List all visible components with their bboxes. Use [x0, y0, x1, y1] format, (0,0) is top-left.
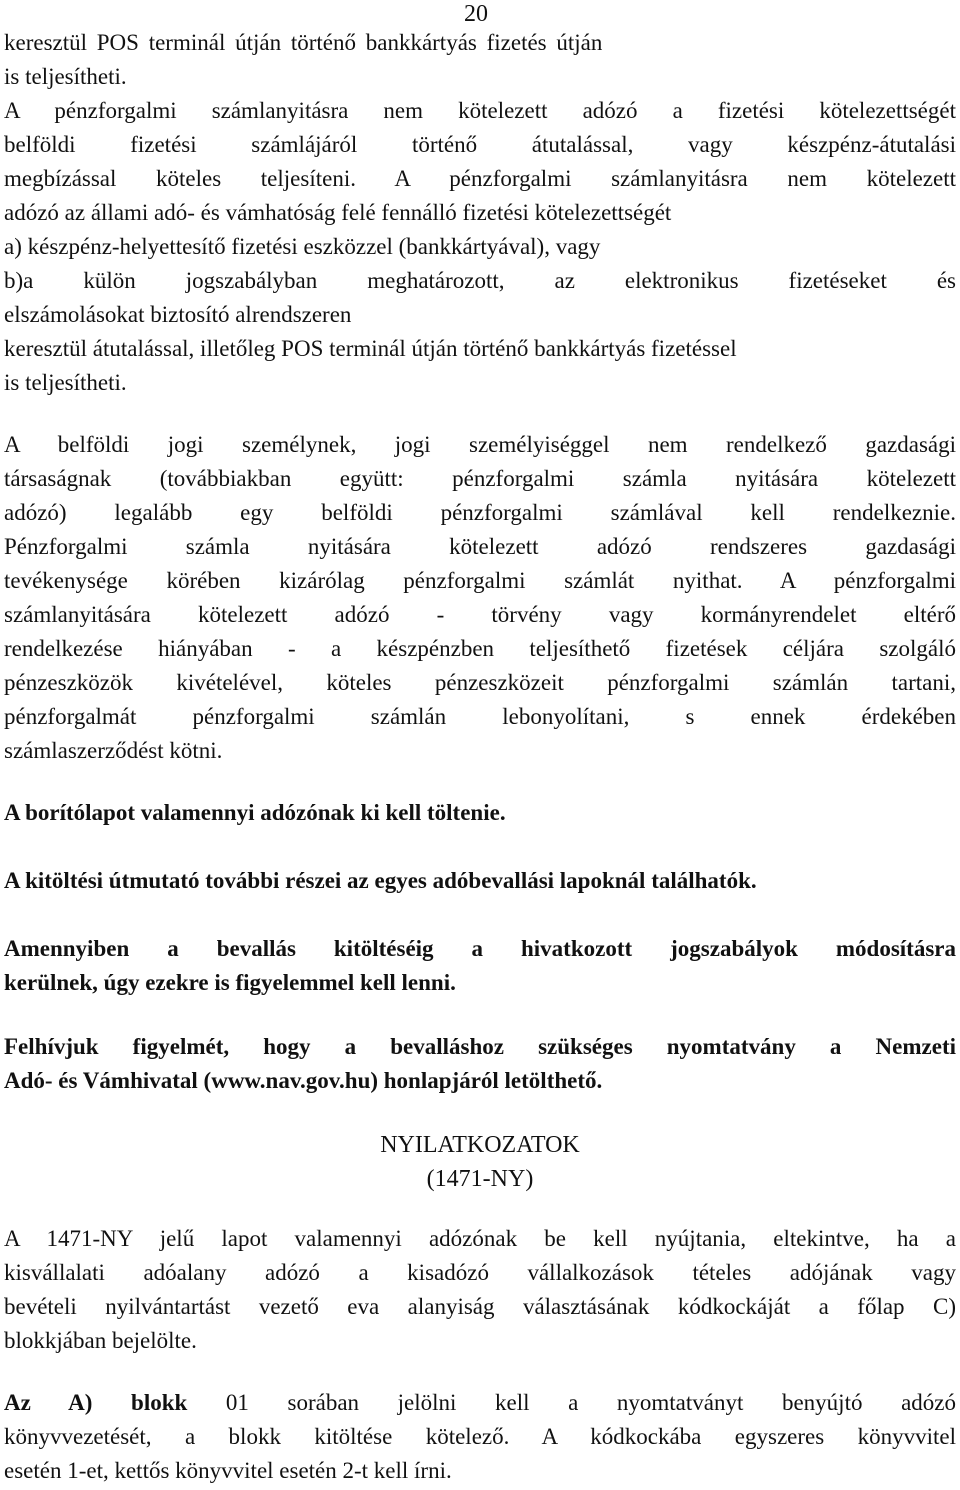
text-line: tevékenysége körében kizárólag pénzforgalmi számlát nyithat. A pénzforgalmi	[4, 568, 956, 593]
bold-term-block-a: Az A) blokk	[4, 1390, 188, 1415]
text-line: társaságnak (továbbiakban együtt: pénzforgalmi számla nyitására kötelezett	[4, 466, 956, 491]
text-line: pénzforgalmát pénzforgalmi számlán lebonyolítani, s ennek érdekében	[4, 704, 956, 729]
text-line: esetén 1-et, kettős könyvvitel esetén 2-t kell írni.	[4, 1458, 452, 1483]
text-line: is teljesítheti.	[4, 370, 127, 395]
section-title: NYILATKOZATOK	[380, 1132, 580, 1158]
text-line: számlaszerződést kötni.	[4, 738, 223, 763]
text-line: kisvállalati adóalany adózó a kisadózó vállalkozások tételes adójának vagy	[4, 1260, 956, 1285]
text-line: adózó az állami adó- és vámhatóság felé fennálló fizetési kötelezettségét	[4, 200, 672, 225]
text-line: blokkjában bejelölte.	[4, 1328, 197, 1353]
text-line: elszámolásokat biztosító alrendszeren	[4, 302, 352, 327]
text-line: A 1471-NY jelű lapot valamennyi adózónak be kell nyújtania, eltekintve, ha a	[4, 1226, 956, 1251]
text-line: A pénzforgalmi számlanyitásra nem kötelezett adózó a fizetési kötelezettségét	[4, 98, 956, 123]
text-line: számlanyitására kötelezett adózó - törvény vagy kormányrendelet eltérő	[4, 602, 956, 627]
page-number: 20	[464, 1, 488, 27]
text-line: pénzeszközök kivételével, köteles pénzeszközeit pénzforgalmi számlán tartani,	[4, 670, 956, 695]
text-line: a) készpénz-helyettesítő fizetési eszközzel (bankkártyával), vagy	[4, 234, 601, 259]
text-line: keresztül átutalással, illetőleg POS terminál útján történő bankkártyás fizetéssel	[4, 336, 737, 361]
text-run: 01 sorában jelölni kell a nyomtatványt benyújtó adózó	[187, 1390, 956, 1415]
text-line: Pénzforgalmi számla nyitására kötelezett adózó rendszeres gazdasági	[4, 534, 956, 559]
text-line: kerülnek, úgy ezekre is figyelemmel kell lenni.	[4, 970, 456, 995]
section-heading	[4, 1128, 956, 1196]
bold-notice-download	[4, 1030, 956, 1098]
text-line: is teljesítheti.	[4, 64, 127, 89]
bold-notice-cover-page: A borítólapot valamennyi adózónak ki kell töltenie.	[4, 800, 506, 825]
section-subtitle: (1471-NY)	[426, 1166, 534, 1192]
text-line: bevételi nyilvántartást vezető eva alanyiság választásának kódkockáját a főlap C)	[4, 1294, 956, 1319]
text-line	[4, 1386, 956, 1420]
paragraph-bank-account	[4, 428, 956, 768]
text-line: adózó) legalább egy belföldi pénzforgalmi számlával kell rendelkeznie.	[4, 500, 956, 525]
bold-notice-instructions: A kitöltési útmutató további részei az egyes adóbevallási lapoknál találhatók.	[4, 868, 757, 893]
text-line: keresztül POS terminál útján történő bankkártyás fizetés útján	[4, 30, 603, 55]
text-line: Adó- és Vámhivatal (www.nav.gov.hu) honlapjáról letölthető.	[4, 1068, 603, 1093]
text-line: Felhívjuk figyelmét, hogy a bevalláshoz szükséges nyomtatvány a Nemzeti	[4, 1034, 956, 1059]
text-line: belföldi fizetési számlájáról történő átutalással, vagy készpénz-átutalási	[4, 132, 956, 157]
text-line: könyvvezetését, a blokk kitöltése kötelező. A kódkockába egyszeres könyvvitel	[4, 1424, 956, 1449]
paragraph-payment-methods	[4, 26, 956, 400]
text-line: b)a külön jogszabályban meghatározott, az elektronikus fizetéseket és	[4, 268, 956, 293]
text-line: A belföldi jogi személynek, jogi személyiséggel nem rendelkező gazdasági	[4, 432, 956, 457]
text-line: rendelkezése hiányában - a készpénzben teljesíthető fizetések céljára szolgáló	[4, 636, 956, 661]
text-line: Amennyiben a bevallás kitöltéséig a hivatkozott jogszabályok módosításra	[4, 936, 956, 961]
text-line: megbízással köteles teljesíteni. A pénzforgalmi számlanyitásra nem kötelezett	[4, 166, 956, 191]
paragraph-1471-ny	[4, 1222, 956, 1358]
paragraph-block-a	[4, 1386, 956, 1488]
bold-notice-legal-changes	[4, 932, 956, 1000]
document-body	[4, 26, 956, 1488]
